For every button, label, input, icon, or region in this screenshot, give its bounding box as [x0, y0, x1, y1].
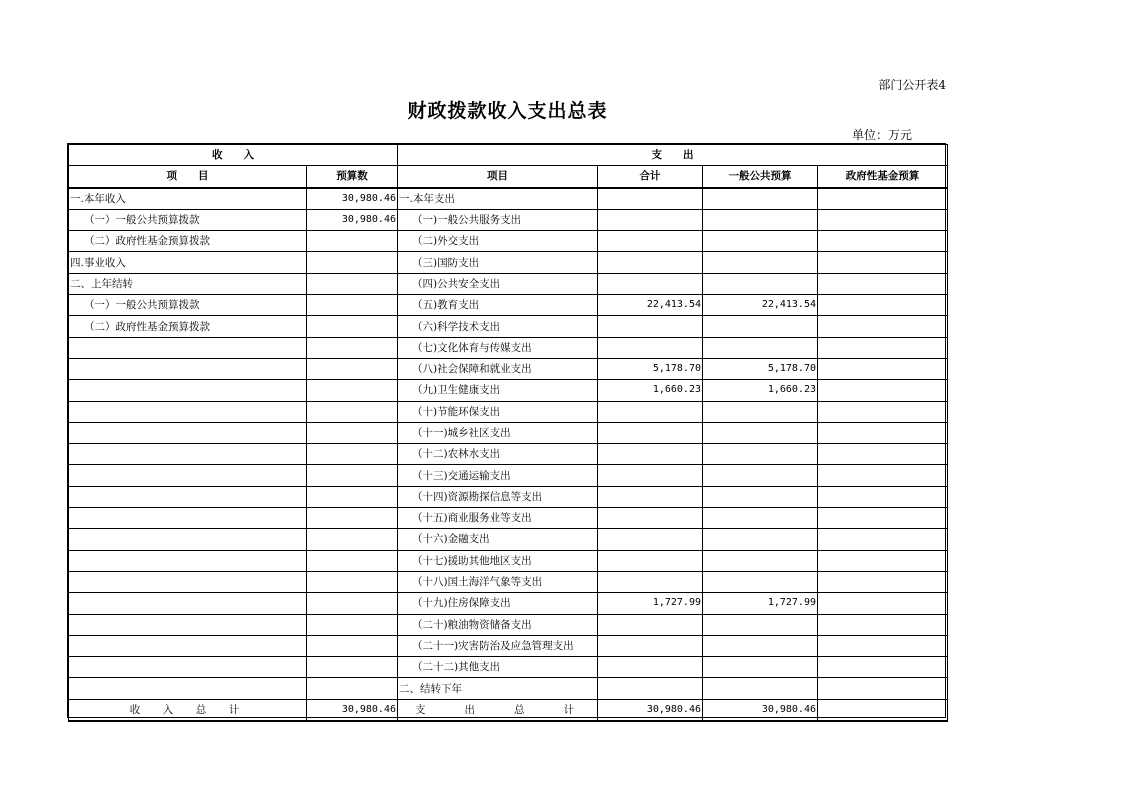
expense-total-cell	[598, 529, 703, 550]
income-budget-cell	[307, 295, 398, 316]
income-item-cell	[69, 401, 307, 422]
income-item-cell	[69, 635, 307, 656]
expense-general-cell	[703, 571, 818, 592]
group-header-row	[69, 145, 948, 166]
expense-item-cell: （十八)国土海洋气象等支出	[398, 571, 598, 592]
expense-general-total-value: 30,980.46	[703, 699, 818, 721]
income-item-cell	[69, 337, 307, 358]
expense-general-cell	[703, 550, 818, 571]
income-item-cell	[69, 508, 307, 529]
expense-total-cell	[598, 571, 703, 592]
income-budget-cell	[307, 252, 398, 273]
col-expense-general-header: 一般公共预算	[703, 166, 818, 188]
expense-item-cell: （十一)城乡社区支出	[398, 422, 598, 443]
expense-item-cell: （七)文化体育与传媒支出	[398, 337, 598, 358]
expense-fund-cell	[818, 486, 948, 507]
expense-total-cell	[598, 465, 703, 486]
expense-item-cell: （三)国防支出	[398, 252, 598, 273]
income-item-cell	[69, 486, 307, 507]
expense-general-cell	[703, 231, 818, 252]
expense-total-label: 支 出 总 计	[398, 699, 598, 721]
expense-item-cell: （十二)农林水支出	[398, 444, 598, 465]
expense-total-cell: 22,413.54	[598, 295, 703, 316]
expense-general-cell	[703, 209, 818, 230]
expense-total-cell: 1,660.23	[598, 380, 703, 401]
income-budget-cell: 30,980.46	[307, 188, 398, 210]
expense-fund-cell	[818, 571, 948, 592]
col-income-budget-header: 预算数	[307, 166, 398, 188]
income-budget-cell	[307, 444, 398, 465]
expense-general-cell	[703, 252, 818, 273]
table-row	[69, 231, 948, 252]
col-income-item-header: 项 目	[69, 166, 307, 188]
income-budget-cell	[307, 678, 398, 699]
income-item-cell	[69, 678, 307, 699]
table-row	[69, 465, 948, 486]
table-row	[69, 486, 948, 507]
income-item-cell: （二）政府性基金预算拨款	[69, 316, 307, 337]
income-budget-cell	[307, 550, 398, 571]
expense-general-cell: 1,660.23	[703, 380, 818, 401]
table-row	[69, 593, 948, 614]
expense-fund-cell	[818, 444, 948, 465]
expense-general-cell	[703, 337, 818, 358]
expense-item-cell: （四)公共安全支出	[398, 273, 598, 294]
unit-label: 单位：万元	[851, 128, 912, 142]
table-row	[69, 252, 948, 273]
expense-item-cell: （九)卫生健康支出	[398, 380, 598, 401]
expense-item-cell: （十五)商业服务业等支出	[398, 508, 598, 529]
expense-general-cell	[703, 188, 818, 210]
table-row	[69, 295, 948, 316]
expense-item-cell: （十六)金融支出	[398, 529, 598, 550]
table-row	[69, 550, 948, 571]
document-code: 部门公开表4	[878, 78, 946, 92]
expense-total-cell	[598, 678, 703, 699]
expense-item-cell: 二、结转下年	[398, 678, 598, 699]
income-item-cell: 四.事业收入	[69, 252, 307, 273]
income-item-cell	[69, 550, 307, 571]
expense-total-cell	[598, 657, 703, 678]
income-budget-cell	[307, 316, 398, 337]
expense-general-cell	[703, 486, 818, 507]
expense-item-cell: （五)教育支出	[398, 295, 598, 316]
expense-item-cell: 一.本年支出	[398, 188, 598, 210]
expense-general-cell	[703, 444, 818, 465]
expense-item-cell: （一)一般公共服务支出	[398, 209, 598, 230]
expense-fund-cell	[818, 209, 948, 230]
income-group-header: 收 入	[69, 145, 398, 166]
expense-fund-cell	[818, 508, 948, 529]
expense-total-cell	[598, 209, 703, 230]
expense-fund-cell	[818, 231, 948, 252]
budget-summary-table	[68, 144, 948, 722]
income-budget-cell	[307, 614, 398, 635]
expense-fund-cell	[818, 358, 948, 379]
income-budget-cell	[307, 273, 398, 294]
income-budget-cell	[307, 401, 398, 422]
income-item-cell	[69, 614, 307, 635]
totals-row	[69, 699, 948, 721]
income-item-cell: 一.本年收入	[69, 188, 307, 210]
expense-general-cell	[703, 401, 818, 422]
table-row	[69, 358, 948, 379]
table-row	[69, 657, 948, 678]
col-expense-total-header: 合计	[598, 166, 703, 188]
expense-total-cell	[598, 635, 703, 656]
income-budget-cell	[307, 529, 398, 550]
income-budget-cell	[307, 657, 398, 678]
expense-general-cell	[703, 316, 818, 337]
expense-fund-cell	[818, 380, 948, 401]
income-item-cell: （一）一般公共预算拨款	[69, 295, 307, 316]
income-item-cell	[69, 444, 307, 465]
expense-item-cell: （十)节能环保支出	[398, 401, 598, 422]
expense-total-cell	[598, 188, 703, 210]
expense-general-cell	[703, 678, 818, 699]
income-budget-cell	[307, 571, 398, 592]
table-row	[69, 508, 948, 529]
income-budget-cell	[307, 593, 398, 614]
expense-general-cell	[703, 422, 818, 443]
table-row	[69, 571, 948, 592]
expense-general-cell	[703, 465, 818, 486]
table-row	[69, 635, 948, 656]
income-budget-cell: 30,980.46	[307, 209, 398, 230]
expense-fund-cell	[818, 657, 948, 678]
expense-fund-cell	[818, 316, 948, 337]
income-budget-cell	[307, 337, 398, 358]
income-item-cell	[69, 380, 307, 401]
expense-general-cell: 5,178.70	[703, 358, 818, 379]
expense-total-cell	[598, 486, 703, 507]
income-budget-cell	[307, 380, 398, 401]
expense-item-cell: （十九)住房保障支出	[398, 593, 598, 614]
expense-total-cell: 5,178.70	[598, 358, 703, 379]
expense-item-cell: （二十二)其他支出	[398, 657, 598, 678]
income-total-label: 收 入 总 计	[69, 699, 307, 721]
income-item-cell	[69, 422, 307, 443]
table-row	[69, 188, 948, 210]
col-expense-item-header: 项目	[398, 166, 598, 188]
table-row	[69, 209, 948, 230]
expense-item-cell: （十七)援助其他地区支出	[398, 550, 598, 571]
expense-item-cell: （八)社会保障和就业支出	[398, 358, 598, 379]
expense-fund-cell	[818, 635, 948, 656]
table-row	[69, 316, 948, 337]
table-row	[69, 380, 948, 401]
expense-fund-cell	[818, 678, 948, 699]
expense-item-cell: （二十一)灾害防治及应急管理支出	[398, 635, 598, 656]
income-budget-cell	[307, 508, 398, 529]
expense-total-cell	[598, 401, 703, 422]
expense-item-cell: （二)外交支出	[398, 231, 598, 252]
income-item-cell: （二）政府性基金预算拨款	[69, 231, 307, 252]
table-row	[69, 529, 948, 550]
expense-total-cell	[598, 508, 703, 529]
expense-total-cell	[598, 550, 703, 571]
income-item-cell	[69, 358, 307, 379]
income-budget-cell	[307, 422, 398, 443]
income-item-cell	[69, 529, 307, 550]
income-item-cell	[69, 593, 307, 614]
expense-total-cell	[598, 252, 703, 273]
expense-fund-cell	[818, 295, 948, 316]
income-budget-cell	[307, 358, 398, 379]
expense-fund-cell	[818, 422, 948, 443]
income-total-value: 30,980.46	[307, 699, 398, 721]
expense-total-cell	[598, 231, 703, 252]
expense-fund-cell	[818, 252, 948, 273]
expense-total-cell	[598, 337, 703, 358]
expense-general-cell	[703, 635, 818, 656]
income-item-cell	[69, 657, 307, 678]
expense-fund-cell	[818, 273, 948, 294]
expense-general-cell: 22,413.54	[703, 295, 818, 316]
column-header-row	[69, 166, 948, 188]
expense-total-cell: 1,727.99	[598, 593, 703, 614]
expense-fund-cell	[818, 337, 948, 358]
income-item-cell	[69, 571, 307, 592]
expense-general-cell: 1,727.99	[703, 593, 818, 614]
table-row	[69, 273, 948, 294]
expense-total-value: 30,980.46	[598, 699, 703, 721]
expense-total-cell	[598, 316, 703, 337]
income-item-cell	[69, 465, 307, 486]
expense-total-cell	[598, 422, 703, 443]
table-row	[69, 401, 948, 422]
expense-item-cell: （十四)资源勘探信息等支出	[398, 486, 598, 507]
expense-fund-cell	[818, 529, 948, 550]
income-budget-cell	[307, 231, 398, 252]
income-budget-cell	[307, 635, 398, 656]
income-item-cell: 二、上年结转	[69, 273, 307, 294]
col-expense-fund-header: 政府性基金预算	[818, 166, 948, 188]
table-row	[69, 337, 948, 358]
expense-fund-cell	[818, 593, 948, 614]
expense-general-cell	[703, 508, 818, 529]
expense-general-cell	[703, 273, 818, 294]
page-title: 财政拨款收入支出总表	[407, 100, 608, 122]
table-row	[69, 678, 948, 699]
expense-item-cell: （十三)交通运输支出	[398, 465, 598, 486]
income-budget-cell	[307, 486, 398, 507]
income-item-cell: （一）一般公共预算拨款	[69, 209, 307, 230]
expense-total-cell	[598, 444, 703, 465]
expense-total-cell	[598, 273, 703, 294]
expense-fund-cell	[818, 465, 948, 486]
expense-fund-cell	[818, 188, 948, 210]
expense-general-cell	[703, 529, 818, 550]
expense-general-cell	[703, 657, 818, 678]
expense-general-cell	[703, 614, 818, 635]
expense-fund-total-value	[818, 699, 948, 721]
expense-item-cell: （六)科学技术支出	[398, 316, 598, 337]
expense-group-header: 支 出	[398, 145, 948, 166]
income-budget-cell	[307, 465, 398, 486]
expense-total-cell	[598, 614, 703, 635]
table-row	[69, 444, 948, 465]
expense-fund-cell	[818, 401, 948, 422]
table-row	[69, 614, 948, 635]
expense-fund-cell	[818, 550, 948, 571]
expense-fund-cell	[818, 614, 948, 635]
expense-item-cell: （二十)粮油物资储备支出	[398, 614, 598, 635]
table-row	[69, 422, 948, 443]
